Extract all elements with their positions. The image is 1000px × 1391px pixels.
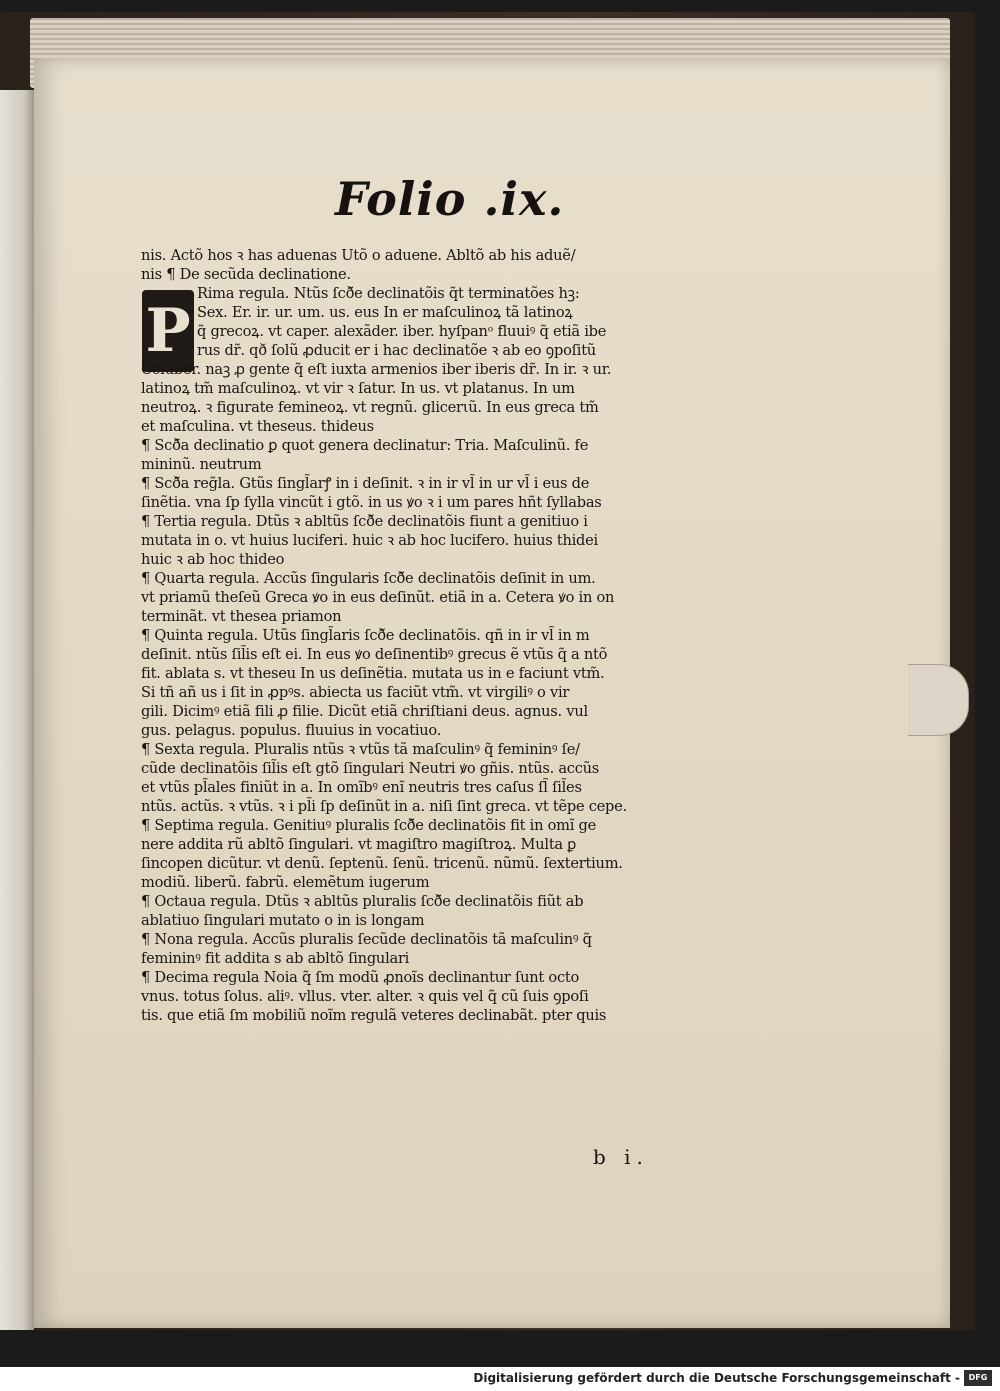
text-line: mutata in o. vt huius luciferi. huic ꝛ ab hoc lucifero. huius thidei (141, 532, 598, 549)
text-line: ¶ Decima regula Noia q̃ ſm modũ ꝓnoĩs declinantur ſunt octo (141, 969, 580, 986)
text-line: ¶ Tertia regula. Dtũs ꝛ abltũs ſcð̃e declinatõis fiunt a genitiuo i (141, 513, 588, 530)
text-line: ¶ Quinta regula. Utũs ſingl̃aris ſcð̃e declinatõis. qñ in ir vl̃ in m (141, 627, 590, 644)
text-line: nis. Actõ hos ꝛ has aduenas Utõ o aduene. Abltõ ab his aduẽ/ (141, 247, 576, 264)
text-line: q̃ grecoꝝ. vt caper. alexãder. iber. hyſpanᵒ fluuiꝰ q̃ etiã ibe (197, 323, 607, 340)
signature-mark: b i. (593, 1145, 649, 1169)
text-line: tis. que etiã ſm mobiliũ noĩm regulã veteres declinabãt. pter quis (141, 1007, 607, 1024)
page-tab (908, 664, 969, 736)
text-line: deſinit. ntũs ſil̃is eſt ei. In eus ꝟo deſinentibꝰ grecus ẽ vtũs q̃ a ntõ (141, 646, 608, 663)
folio-header: Folio .ix. (335, 172, 565, 226)
text-line: ¶ Scð̃a reg̃la. Gtũs ſingl̃arꝭ in i deſinit. ꝛ in ir vl̃ in ur vl̃ i eus de (141, 475, 590, 492)
text-line: ¶ Sexta regula. Pluralis ntũs ꝛ vtũs tã maſculinꝰ q̃ femininꝰ ſe/ (141, 741, 580, 758)
text-line: latinoꝝ tm̃ maſculinoꝝ. vt vir ꝛ ſatur. In us. vt platanus. In um (141, 380, 575, 397)
text-line: rus dr̃. qð ſolũ ꝓducit er i hac declinatõe ꝛ ab eo ꝯpoſitũ (197, 342, 596, 359)
text-line: ¶ Octaua regula. Dtũs ꝛ abltũs pluralis ſcð̃e declinatõis fiũt ab (141, 893, 584, 910)
text-line: ſinẽtia. vna ſp ſylla vincũt i gtõ. in us ꝟo ꝛ i um pares hñt ſyllabas (141, 494, 602, 511)
text-line: Si tñ añ us i ſit in ꝓpꝰs. abiecta us faciũt vtm̃. vt virgiliꝰ o vir (141, 684, 570, 701)
text-line: terminãt. vt thesea priamon (141, 608, 342, 625)
text-line: fit. ablata s. vt theseu In us deſinẽtia. mutata us in e faciunt vtm̃. (141, 665, 605, 682)
text-line: et vtũs pl̃ales finiũt in a. In omĩbꝰ enĩ neutris tres caſus ſl̃ ſil̃es (141, 779, 582, 796)
text-line: nere addita rũ abltõ ſingulari. vt magiſtro magiſtroꝝ. Multa ꝑ (141, 836, 576, 853)
text-line: ¶ Septima regula. Genitiuꝰ pluralis ſcð̃e declinatõis fit in omĩ ge (141, 817, 597, 834)
text-line: Sex. Er. ir. ur. um. us. eus In er maſculinoꝝ tã latinoꝝ (197, 304, 573, 321)
text-line: huic ꝛ ab hoc thideo (141, 551, 285, 568)
text-line: gili. Dicimꝰ etiã fili ꝓ filie. Dicũt etiã chriſtiani deus. agnus. vul (141, 703, 588, 720)
text-line: neutroꝝ. ꝛ figurate femineoꝝ. vt regnũ. glicerιũ. In eus greca tm̃ (141, 399, 599, 416)
left-page-edge (0, 90, 34, 1330)
dfg-logo: DFG (964, 1370, 992, 1386)
footer-bar (0, 1367, 1000, 1391)
text-line: ſincopen dicũtur. vt denũ. ſeptenũ. ſenũ. tricenũ. nũmũ. ſextertium. (141, 855, 623, 872)
text-line: ablatiuo ſingulari mutato o in is longam (141, 912, 425, 929)
text-line: ¶ Scð̃a declinatio ꝑ quot genera declinatur: Tria. Maſculinũ. fe (141, 437, 589, 454)
text-line: Rima regula. Ntũs ſcð̃e declinatõis q̃t terminatões hꝫ: (197, 285, 580, 302)
text-line: ntũs. actũs. ꝛ vtũs. ꝛ i pl̃i ſp deſinũt in a. niſi ſint greca. vt tẽpe cepe. (141, 798, 627, 815)
text-line: vt priamũ theſeũ Greca ꝟo in eus deſinũt. etiã in a. Cetera ꝟo in on (141, 589, 615, 606)
text-line: cũde declinatõis ſil̃is eſt gtõ ſingulari Neutri ꝟo gñis. ntũs. accũs (141, 760, 600, 777)
text-line: modiũ. liberũ. fabrũ. elemẽtum iugerum (141, 874, 430, 891)
text-line: femininꝰ fit addita s ab abltõ ſingulari (141, 950, 410, 967)
body-text (141, 246, 711, 1025)
text-line: mininũ. neutrum (141, 456, 262, 473)
funding-credit: Digitalisierung gefördert durch die Deutsche Forschungsgemeinschaft - (473, 1371, 960, 1385)
text-line: nis ¶ De secũda declinatione. (141, 266, 351, 283)
text-line: ¶ Quarta regula. Accũs ſingularis ſcð̃e declinatõis deſinit in um. (141, 570, 596, 587)
text-line: ¶ Nona regula. Accũs pluralis ſecũde declinatõis tã maſculinꝰ q̃ (141, 931, 592, 948)
text-line: et maſculina. vt theseus. thideus (141, 418, 374, 435)
text-line: vnus. totus ſolus. aliꝰ. vllus. vter. alter. ꝛ quis vel q̃ cũ ſuis ꝯpoſi (141, 988, 589, 1005)
text-line: gus. pelagus. populus. fluuius in vocatiuo. (141, 722, 442, 739)
text-line: Celuber. naꝫ ꝓ gente q̃ eſt iuxta armenios iber iberis dr̃. In ir. ꝛ ur. (141, 361, 612, 378)
initial-capital: P (142, 290, 194, 372)
